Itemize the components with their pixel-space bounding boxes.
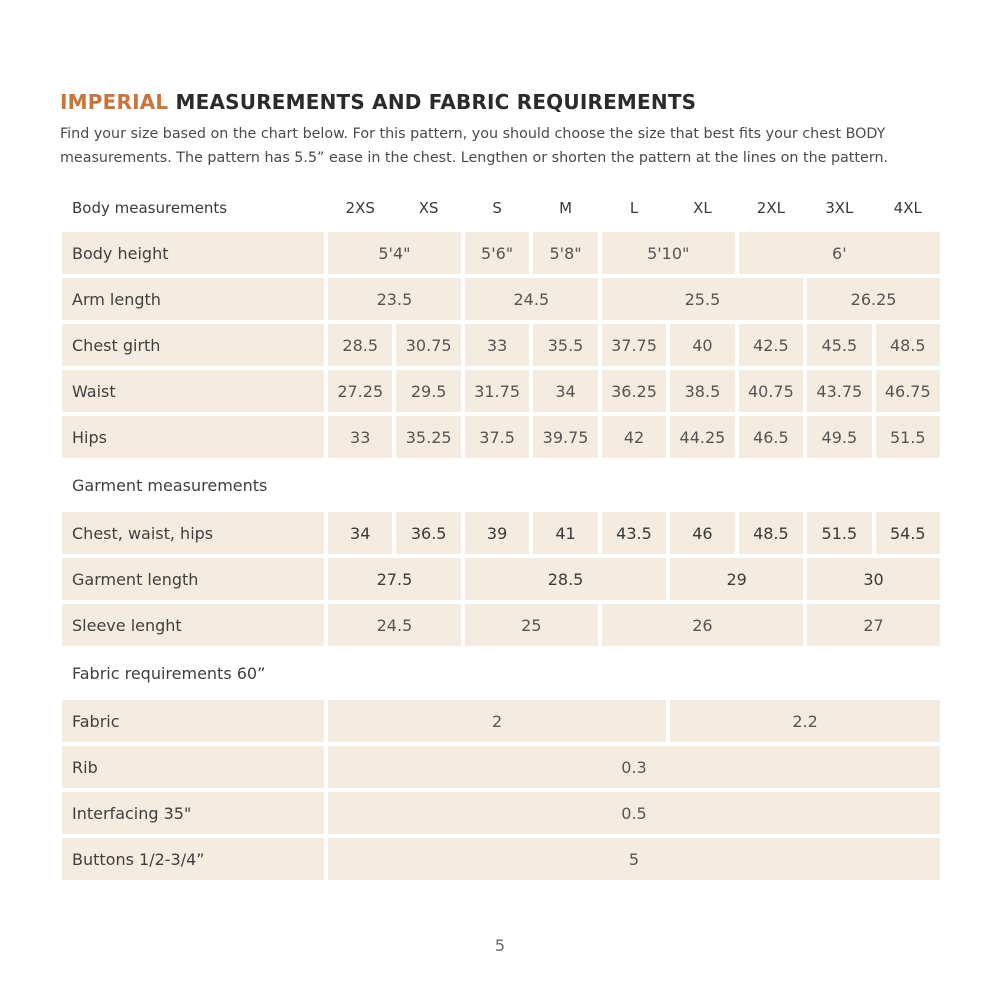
table-cell: 37.75	[602, 324, 666, 366]
table-cell: 33	[465, 324, 529, 366]
size-header: M	[559, 199, 573, 217]
row-label-arm-length: Arm length	[62, 278, 324, 320]
row-label-garment-length: Garment length	[62, 558, 324, 600]
table-cell: 37.5	[465, 416, 529, 458]
intro-text: Find your size based on the chart below. For this pattern, you should choose the size that best fits your chest BODY measurements. The pattern has 5.5” ease in the chest. Lengthen or shorten the pattern at the lines on the pattern.	[60, 126, 889, 166]
table-cell: 46	[670, 512, 734, 554]
table-cell: 35.25	[396, 416, 460, 458]
row-label-rib: Rib	[62, 746, 324, 788]
table-cell: 36.5	[396, 512, 460, 554]
table-cell: 40.75	[739, 370, 803, 412]
fabric-requirements-header: Fabric requirements 60”	[72, 663, 266, 683]
table-cell: 46.75	[876, 370, 940, 412]
table-cell: 28.5	[465, 558, 666, 600]
table-cell: 49.5	[807, 416, 871, 458]
size-chart-table	[62, 188, 940, 880]
table-cell: 26	[602, 604, 803, 646]
table-cell: 45.5	[807, 324, 871, 366]
table-cell: 51.5	[876, 416, 940, 458]
table-cell: 2	[328, 700, 666, 742]
size-header: 4XL	[893, 199, 922, 217]
table-cell: 27.5	[328, 558, 461, 600]
table-cell: 25	[465, 604, 598, 646]
garment-measurements-header: Garment measurements	[72, 475, 268, 495]
table-cell: 48.5	[876, 324, 940, 366]
row-label-body-height: Body height	[62, 232, 324, 274]
row-label-sleeve-length: Sleeve lenght	[62, 604, 324, 646]
table-cell: 35.5	[533, 324, 597, 366]
table-cell: 31.75	[465, 370, 529, 412]
table-cell: 24.5	[465, 278, 598, 320]
table-cell: 24.5	[328, 604, 461, 646]
table-cell: 0.3	[328, 746, 940, 788]
size-header: S	[492, 199, 502, 217]
table-cell: 25.5	[602, 278, 803, 320]
row-label-buttons: Buttons 1/2-3/4”	[62, 838, 324, 880]
table-cell: 46.5	[739, 416, 803, 458]
table-cell: 44.25	[670, 416, 734, 458]
size-header: 2XS	[345, 199, 375, 217]
table-cell: 41	[533, 512, 597, 554]
size-header: XS	[418, 199, 439, 217]
table-cell: 38.5	[670, 370, 734, 412]
table-cell: 33	[328, 416, 392, 458]
table-cell: 36.25	[602, 370, 666, 412]
table-cell: 6'	[739, 232, 940, 274]
table-cell: 51.5	[807, 512, 871, 554]
size-header: 2XL	[756, 199, 785, 217]
table-cell: 26.25	[807, 278, 940, 320]
table-cell: 42.5	[739, 324, 803, 366]
table-cell: 30	[807, 558, 940, 600]
table-cell: 5'6"	[465, 232, 529, 274]
body-measurements-header: Body measurements	[72, 199, 228, 217]
table-cell: 42	[602, 416, 666, 458]
table-cell: 5'8"	[533, 232, 597, 274]
size-header: 3XL	[825, 199, 854, 217]
table-cell: 43.5	[602, 512, 666, 554]
table-cell: 5	[328, 838, 940, 880]
size-header: L	[629, 199, 639, 217]
table-cell: 23.5	[328, 278, 461, 320]
row-label-fabric: Fabric	[62, 700, 324, 742]
row-label-waist: Waist	[62, 370, 324, 412]
table-cell: 29.5	[396, 370, 460, 412]
row-label-chest-girth: Chest girth	[62, 324, 324, 366]
row-label-chest-waist-hips: Chest, waist, hips	[62, 512, 324, 554]
page-number: 5	[494, 936, 506, 955]
table-cell: 43.75	[807, 370, 871, 412]
table-cell: 5'10"	[602, 232, 735, 274]
table-cell: 54.5	[876, 512, 940, 554]
table-cell: 34	[328, 512, 392, 554]
table-cell: 39.75	[533, 416, 597, 458]
title-rest: MEASUREMENTS AND FABRIC REQUIREMENTS	[168, 90, 697, 114]
table-cell: 40	[670, 324, 734, 366]
table-cell: 48.5	[739, 512, 803, 554]
row-label-hips: Hips	[62, 416, 324, 458]
table-cell: 29	[670, 558, 803, 600]
table-cell: 27	[807, 604, 940, 646]
page-title	[60, 90, 696, 114]
row-label-interfacing: Interfacing 35"	[62, 792, 324, 834]
table-cell: 28.5	[328, 324, 392, 366]
table-cell: 34	[533, 370, 597, 412]
size-header: XL	[693, 199, 712, 217]
table-cell: 5'4"	[328, 232, 461, 274]
table-cell: 2.2	[670, 700, 940, 742]
table-cell: 0.5	[328, 792, 940, 834]
table-cell: 27.25	[328, 370, 392, 412]
table-cell: 30.75	[396, 324, 460, 366]
table-cell: 39	[465, 512, 529, 554]
title-accent: IMPERIAL	[60, 90, 169, 114]
